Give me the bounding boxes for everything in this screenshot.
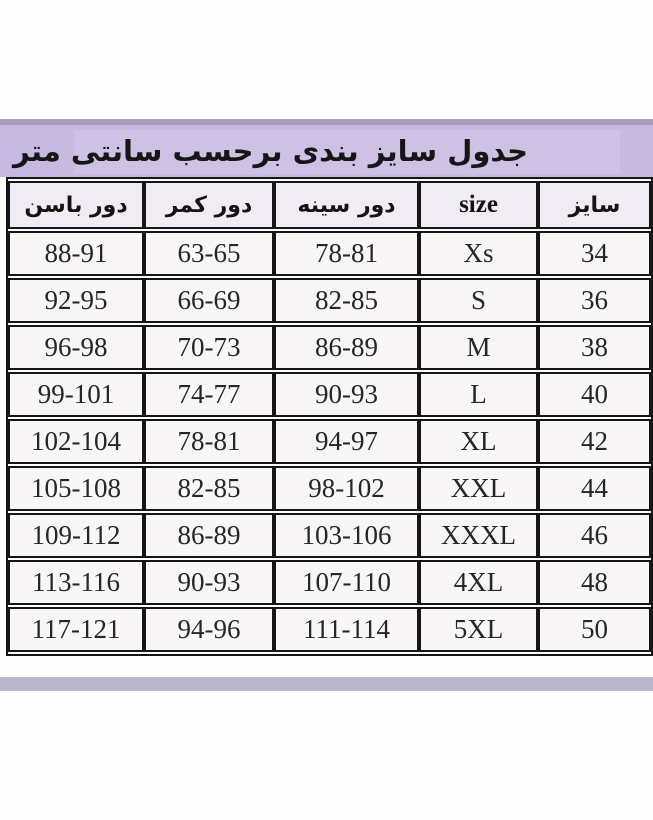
table-row (8, 278, 651, 323)
cell-size-fa: 42 (538, 419, 651, 464)
cell-waist: 90-93 (144, 560, 274, 605)
cell-size-latin: 5XL (419, 607, 538, 652)
cell-size-fa: 48 (538, 560, 651, 605)
size-table-body (8, 231, 651, 652)
cell-bust: 103-106 (274, 513, 419, 558)
cell-bust: 90-93 (274, 372, 419, 417)
cell-size-fa: 34 (538, 231, 651, 276)
cell-hip: 96-98 (8, 325, 144, 370)
cell-bust: 94-97 (274, 419, 419, 464)
header-size-latin: size (419, 181, 538, 229)
cell-bust: 98-102 (274, 466, 419, 511)
cell-waist: 82-85 (144, 466, 274, 511)
cell-size-latin: XXL (419, 466, 538, 511)
cell-size-fa: 46 (538, 513, 651, 558)
table-header-row (8, 181, 651, 229)
cell-size-latin: M (419, 325, 538, 370)
cell-hip: 105-108 (8, 466, 144, 511)
cell-size-fa: 38 (538, 325, 651, 370)
cell-hip: 88-91 (8, 231, 144, 276)
cell-waist: 78-81 (144, 419, 274, 464)
cell-waist: 66-69 (144, 278, 274, 323)
title-band (0, 119, 653, 177)
table-row (8, 513, 651, 558)
header-size-fa: سایز (538, 181, 651, 229)
cell-bust: 86-89 (274, 325, 419, 370)
cell-hip: 113-116 (8, 560, 144, 605)
footer-strip (0, 677, 653, 691)
cell-bust: 82-85 (274, 278, 419, 323)
table-row (8, 560, 651, 605)
cell-waist: 74-77 (144, 372, 274, 417)
table-row (8, 372, 651, 417)
cell-waist: 63-65 (144, 231, 274, 276)
cell-hip: 99-101 (8, 372, 144, 417)
cell-bust: 107-110 (274, 560, 419, 605)
cell-size-fa: 44 (538, 466, 651, 511)
cell-waist: 94-96 (144, 607, 274, 652)
page-title: جدول سایز بندی برحسب سانتی متر (12, 134, 529, 168)
cell-size-latin: Xs (419, 231, 538, 276)
table-row (8, 419, 651, 464)
cell-size-latin: XXXL (419, 513, 538, 558)
cell-waist: 86-89 (144, 513, 274, 558)
header-bust: دور سینه (274, 181, 419, 229)
cell-size-latin: 4XL (419, 560, 538, 605)
size-table (6, 177, 653, 656)
cell-bust: 111-114 (274, 607, 419, 652)
cell-hip: 117-121 (8, 607, 144, 652)
cell-size-fa: 36 (538, 278, 651, 323)
cell-hip: 102-104 (8, 419, 144, 464)
header-hip: دور باسن (8, 181, 144, 229)
table-row (8, 466, 651, 511)
cell-waist: 70-73 (144, 325, 274, 370)
table-row (8, 231, 651, 276)
cell-bust: 78-81 (274, 231, 419, 276)
table-row (8, 325, 651, 370)
table-row (8, 607, 651, 652)
cell-size-latin: S (419, 278, 538, 323)
cell-size-fa: 50 (538, 607, 651, 652)
cell-size-latin: L (419, 372, 538, 417)
header-waist: دور کمر (144, 181, 274, 229)
cell-hip: 109-112 (8, 513, 144, 558)
cell-hip: 92-95 (8, 278, 144, 323)
cell-size-latin: XL (419, 419, 538, 464)
cell-size-fa: 40 (538, 372, 651, 417)
